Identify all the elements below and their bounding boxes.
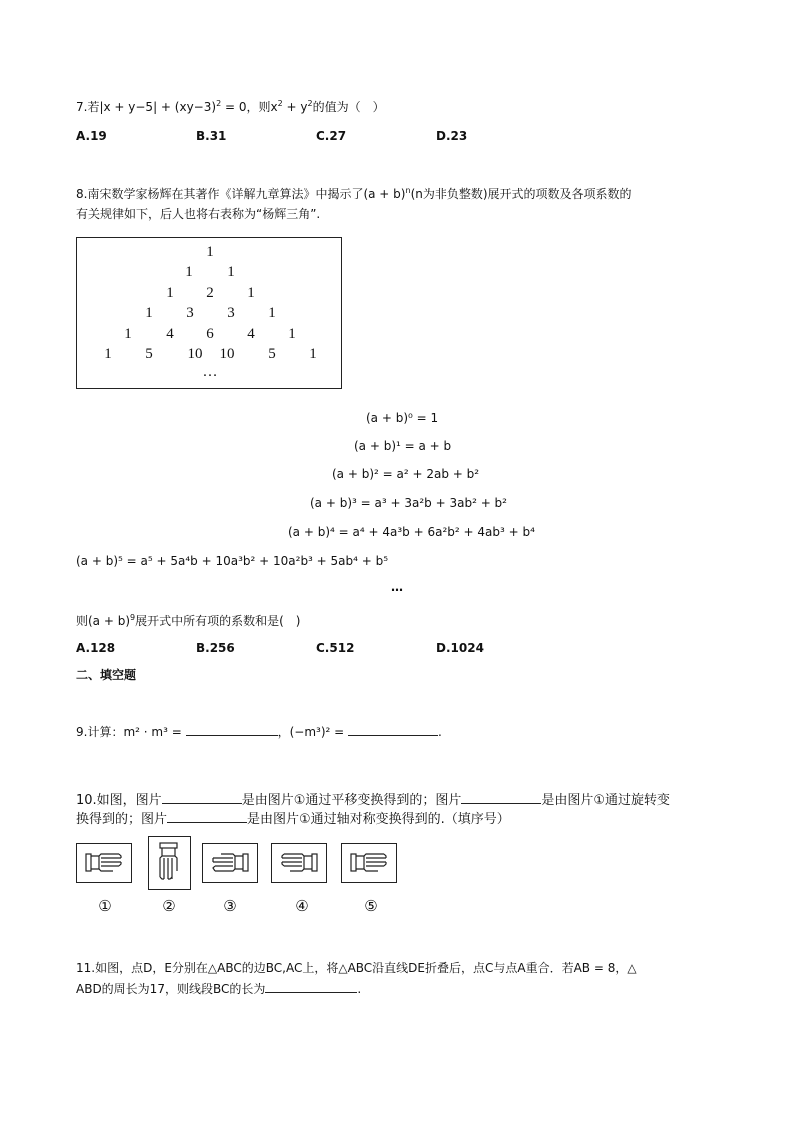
answer-blank[interactable] [265,980,357,993]
q11-stem-line2: ABD的周长为17，则线段BC的长为 . [76,982,362,996]
q8-option-c: C.512 [316,641,355,655]
picture-3 [202,843,258,883]
q10-stem-line2: 换得到的；图片 是由图片①通过轴对称变换得到的.（填序号） [76,812,510,827]
picture-5 [341,843,397,883]
triangle-number: 1 [185,264,193,280]
picture-label-3: ③ [223,897,237,915]
triangle-ellipsis: … [202,364,218,380]
q8-option-d: D.1024 [436,641,484,655]
hand-right-icon [342,844,396,882]
picture-label-2: ② [162,897,176,915]
expansion-eq-3: (a + b)³ = a³ + 3a²b + 3ab² + b² [310,496,507,510]
triangle-number: 1 [309,346,317,362]
triangle-number: 1 [247,285,255,301]
triangle-number: 1 [227,264,235,280]
q8-question: 则$(a + b)^9$展开式中所有项的系数和是( ) [76,613,301,628]
triangle-number: 5 [268,346,276,362]
q7-option-a: A.19 [76,129,107,143]
triangle-number: 6 [206,326,214,342]
picture-4 [271,843,327,883]
hand-left-icon [203,844,257,882]
hand-left-flipped-icon [272,844,326,882]
hand-right-icon [77,844,131,882]
q8-option-a: A.128 [76,641,116,655]
picture-2 [148,836,191,890]
q8-option-b: B.256 [196,641,235,655]
section-heading: 二、填空题 [76,668,137,682]
triangle-number: 1 [124,326,132,342]
triangle-number: 10 [187,346,203,362]
triangle-number: 1 [206,244,214,260]
yanghui-triangle-box [76,237,342,389]
triangle-number: 10 [219,346,235,362]
answer-blank[interactable] [348,723,438,736]
picture-1 [76,843,132,883]
q8-stem-line2: 有关规律如下，后人也将右表称为“杨辉三角”. [76,207,321,221]
expansion-eq-5: (a + b)⁵ = a⁵ + 5a⁴b + 10a³b² + 10a²b³ + 5ab⁴ + b⁵ [76,554,389,568]
answer-blank[interactable] [167,810,247,823]
q7-stem: 7.若$|x + y-5| + (xy-3)^2 = 0$，则$x^2 + y^2$的值为（ ） [76,99,385,114]
triangle-number: 1 [268,305,276,321]
expansion-eq-1: (a + b)¹ = a + b [354,439,452,453]
answer-blank[interactable] [461,791,541,804]
hand-down-icon [149,837,190,889]
answer-blank[interactable] [186,723,278,736]
triangle-number: 1 [166,285,174,301]
picture-label-4: ④ [295,897,309,915]
triangle-number: 1 [288,326,296,342]
picture-label-1: ① [98,897,112,915]
q7-option-c: C.27 [316,129,347,143]
triangle-number: 5 [145,346,153,362]
picture-label-5: ⑤ [364,897,378,915]
expansion-eq-4: (a + b)⁴ = a⁴ + 4a³b + 6a²b² + 4ab³ + b⁴ [288,525,535,539]
triangle-number: 3 [186,305,194,321]
expansion-eq-0: (a + b)⁰ = 1 [366,411,439,425]
triangle-number: 3 [227,305,235,321]
triangle-number: 1 [104,346,112,362]
q7-option-b: B.31 [196,129,227,143]
q10-stem-line1: 10.如图，图片 是由图片①通过平移变换得到的；图片 是由图片①通过旋转变 [76,793,670,808]
q11-stem-line1: 11.如图，点D，E分别在△ABC的边BC,AC上，将△ABC沿直线DE折叠后，点C与点A重合．若AB = 8，△ [76,961,637,975]
triangle-number: 4 [166,326,174,342]
answer-blank[interactable] [162,791,242,804]
q9-stem: 9.计算：m² · m³ = ，(−m³)² = . [76,725,442,739]
q7-option-d: D.23 [436,129,468,143]
expansion-eq-2: (a + b)² = a² + 2ab + b² [332,467,480,481]
triangle-number: 4 [247,326,255,342]
expansion-ellipsis: … [391,580,403,594]
triangle-number: 1 [145,305,153,321]
triangle-number: 2 [206,285,214,301]
q8-stem-line1: 8.南宋数学家杨辉在其著作《详解九章算法》中揭示了$(a + b)^n(n$为非负整数)展开式的项数及各项系数的 [76,186,632,201]
